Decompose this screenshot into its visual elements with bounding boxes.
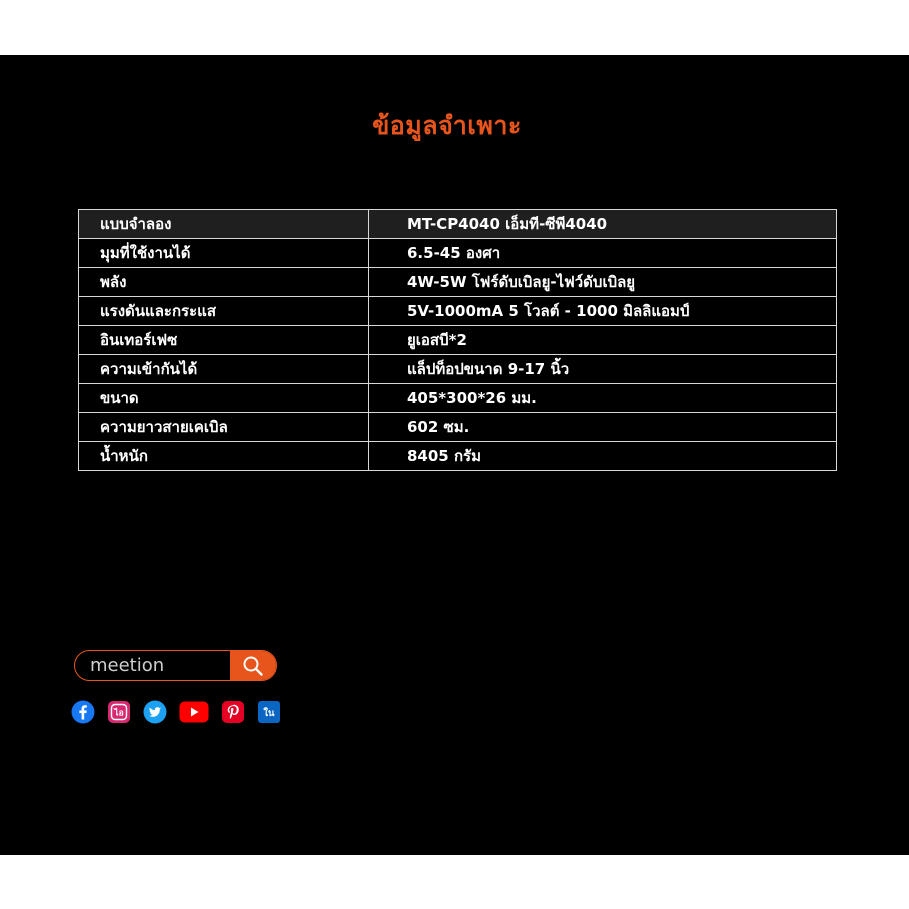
table-row [79, 442, 837, 471]
search-box[interactable] [74, 650, 277, 681]
spec-value: 405*300*26 มม. [369, 384, 837, 413]
spec-value: 602 ซม. [369, 413, 837, 442]
instagram-icon[interactable] [107, 700, 131, 724]
spec-label: ความยาวสายเคเบิล [79, 413, 369, 442]
linkedin-icon-text: ใน [263, 708, 275, 720]
social-links [71, 700, 293, 724]
spec-label: แรงดันและกระแส [79, 297, 369, 326]
spec-label: ความเข้ากันได้ [79, 355, 369, 384]
spec-value: ยูเอสบี*2 [369, 326, 837, 355]
spec-value: 5V-1000mA 5 โวลต์ - 1000 มิลลิแอมป์ [369, 297, 837, 326]
spec-value: แล็ปท็อปขนาด 9-17 นิ้ว [369, 355, 837, 384]
table-row [79, 239, 837, 268]
pinterest-icon[interactable] [221, 700, 245, 724]
spec-value: MT-CP4040 เอ็มที-ซีพี4040 [369, 210, 837, 239]
spec-value: 8405 กรัม [369, 442, 837, 471]
spec-label: แบบจำลอง [79, 210, 369, 239]
spec-table [78, 209, 837, 471]
facebook-icon[interactable] [71, 700, 95, 724]
linkedin-icon[interactable] [257, 700, 281, 724]
table-row [79, 384, 837, 413]
spec-label: พลัง [79, 268, 369, 297]
table-row [79, 297, 837, 326]
table-row [79, 413, 837, 442]
search-icon [242, 655, 264, 677]
spec-label: ขนาด [79, 384, 369, 413]
search-button[interactable] [230, 651, 276, 680]
instagram-icon-text: ไอ [114, 708, 124, 719]
table-row [79, 210, 837, 239]
table-row [79, 355, 837, 384]
table-row [79, 268, 837, 297]
spec-value: 4W-5W โฟร์ดับเบิลยู-ไฟว์ดับเบิลยู [369, 268, 837, 297]
spec-value: 6.5-45 องศา [369, 239, 837, 268]
search-input[interactable]: meetion [90, 655, 165, 676]
spec-label: มุมที่ใช้งานได้ [79, 239, 369, 268]
youtube-icon[interactable] [179, 700, 209, 724]
page-title: ข้อมูลจำเพาะ [372, 111, 522, 140]
spec-label: น้ำหนัก [79, 442, 369, 471]
table-row [79, 326, 837, 355]
spec-label: อินเทอร์เฟซ [79, 326, 369, 355]
twitter-icon[interactable] [143, 700, 167, 724]
